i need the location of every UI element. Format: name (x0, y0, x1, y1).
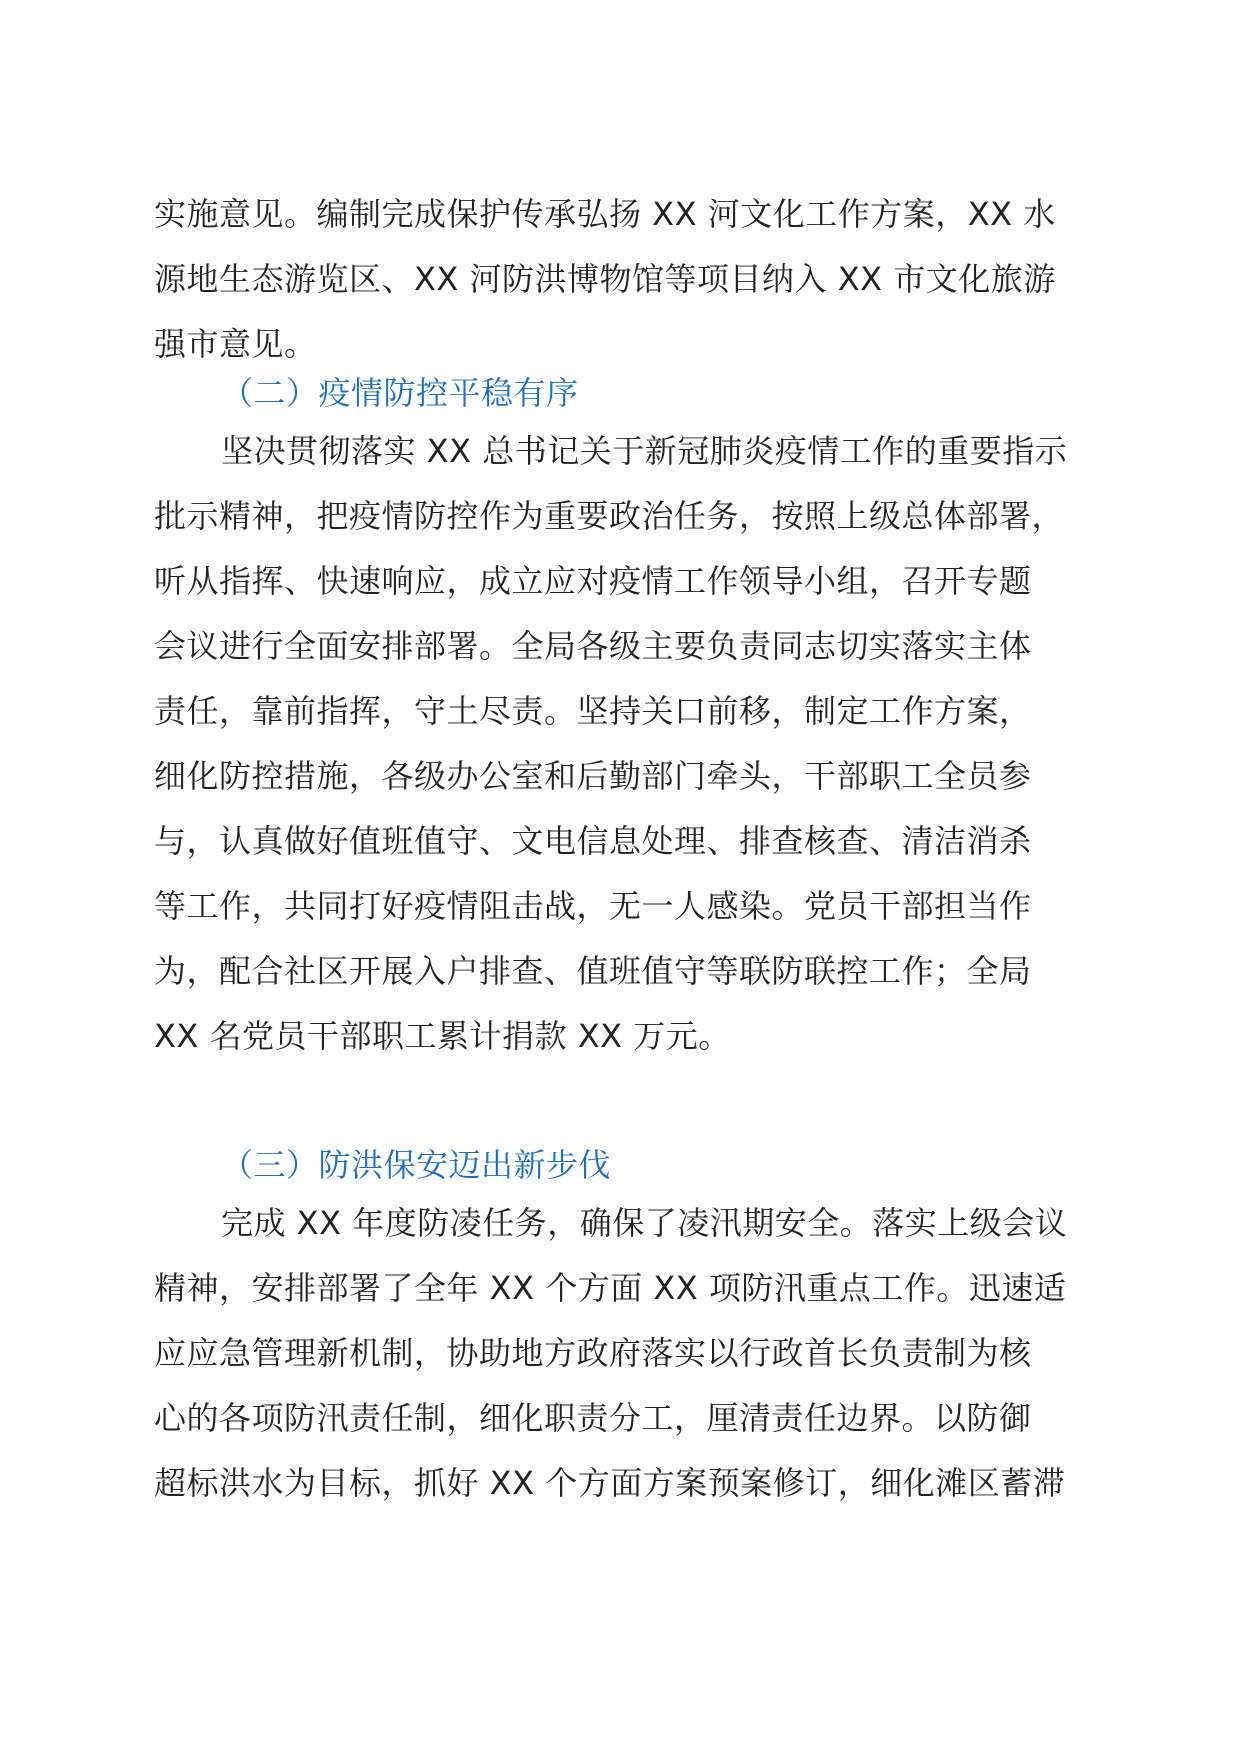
paragraph-line: 超标洪水为目标，抓好 XX 个方面方案预案修订，细化滩区蓄滞 (154, 1464, 1066, 1502)
paragraph-line: 与，认真做好值班值守、文电信息处理、排查核查、清洁消杀 (154, 822, 1032, 860)
paragraph-line: 坚决贯彻落实 XX 总书记关于新冠肺炎疫情工作的重要指示 (221, 432, 1068, 470)
section-heading-3 (154, 1133, 1114, 1198)
paragraph-epidemic-control (154, 419, 1114, 1069)
paragraph-line: 会议进行全面安排部署。全局各级主要负责同志切实落实主体 (154, 627, 1032, 665)
paragraph-line: 应应急管理新机制，协助地方政府落实以行政首长负责制为核 (154, 1334, 1032, 1372)
paragraph-line: XX 名党员干部职工累计捐款 XX 万元。 (154, 1017, 731, 1055)
paragraph-line: 细化防控措施，各级办公室和后勤部门牵头，干部职工全员参 (154, 757, 1032, 795)
paragraph-line: 强市意见。 (154, 325, 317, 363)
paragraph-line: 等工作，共同打好疫情阻击战，无一人感染。党员干部担当作 (154, 887, 1032, 925)
section-heading-2 (154, 361, 1114, 426)
document-page (154, 0, 1114, 1754)
paragraph-line: 完成 XX 年度防凌任务，确保了凌汛期安全。落实上级会议 (221, 1204, 1068, 1242)
paragraph-line: 听从指挥、快速响应，成立应对疫情工作领导小组，召开专题 (154, 562, 1032, 600)
paragraph-line: 为，配合社区开展入户排查、值班值守等联防联控工作；全局 (154, 952, 1032, 990)
paragraph-line: 精神，安排部署了全年 XX 个方面 XX 项防汛重点工作。迅速适 (154, 1269, 1067, 1307)
section-heading: （三）防洪保安迈出新步伐 (221, 1146, 612, 1184)
paragraph-line: 批示精神，把疫情防控作为重要政治任务，按照上级总体部署， (154, 497, 1065, 535)
paragraph-line: 实施意见。编制完成保护传承弘扬 XX 河文化工作方案，XX 水 (154, 195, 1056, 233)
paragraph-flood-control (154, 1191, 1114, 1516)
paragraph-line: 源地生态游览区、XX 河防洪博物馆等项目纳入 XX 市文化旅游 (154, 260, 1056, 298)
paragraph-line: 心的各项防汛责任制，细化职责分工，厘清责任边界。以防御 (154, 1399, 1032, 1437)
section-heading: （二）疫情防控平稳有序 (221, 374, 579, 412)
paragraph-intro (154, 182, 1114, 377)
paragraph-line: 责任，靠前指挥，守土尽责。坚持关口前移，制定工作方案， (154, 692, 1032, 730)
